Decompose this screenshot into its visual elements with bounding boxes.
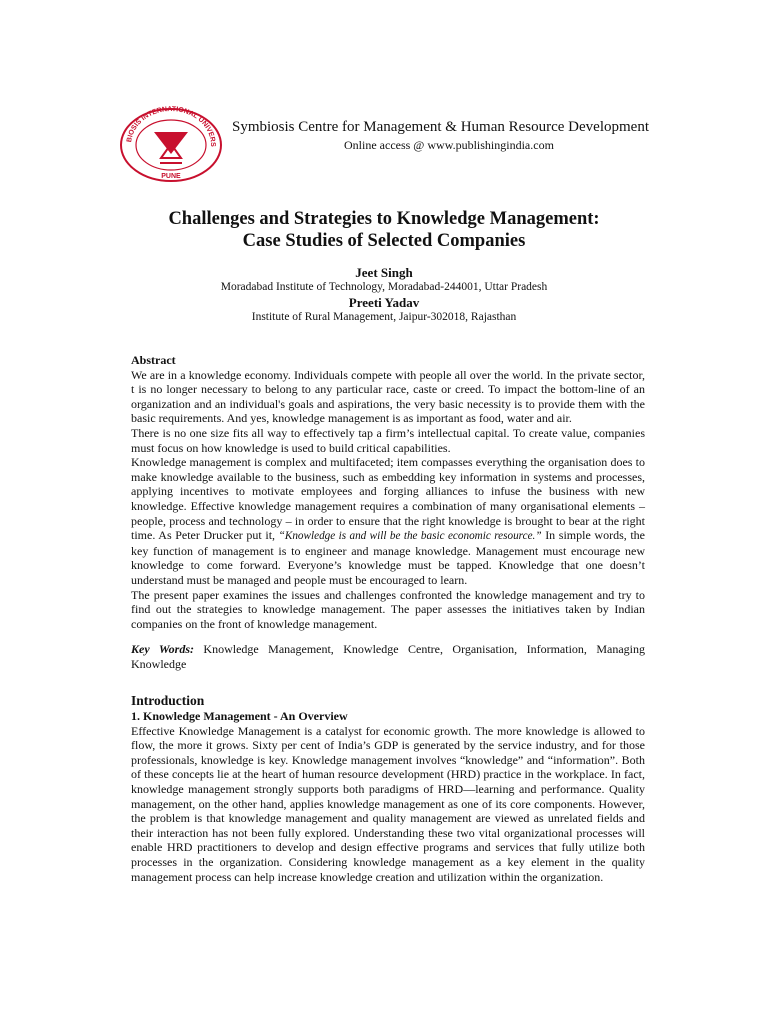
journal-header: [232, 118, 692, 153]
title-block: [0, 208, 768, 325]
section-title: 1. Knowledge Management - An Overview: [131, 709, 348, 724]
svg-text:SYMBIOSIS INTERNATIONAL UNIVER: BIOSIS INTERNATIONAL UNIVERS: [126, 106, 217, 147]
introduction-heading: Introduction: [131, 693, 205, 709]
author-name: Jeet Singh: [355, 265, 413, 280]
paper-title-line1: Challenges and Strategies to Knowledge Management:: [168, 209, 600, 229]
online-access: Online access @ www.publishingindia.com: [344, 138, 554, 152]
keywords-text: Knowledge Management, Knowledge Centre, Organisation, Information, Managing Knowledge: [131, 642, 645, 671]
paper-title-line2: Case Studies of Selected Companies: [242, 231, 526, 251]
abstract-text: In simple words, the key function of management is to engineer and manage knowledge. Management must encourage new knowledge to come forward. Everyone’s knowledge must be tapped. Knowledge that one doesn’t understand must be managed and people must be encouraged to learn.: [131, 528, 646, 587]
abstract-heading: Abstract: [131, 353, 176, 367]
paper-body: [131, 353, 645, 884]
abstract-text: Knowledge management is complex and multifaceted; item compasses everything the organisation does to make knowledge available to the business, such as embedding key information in systems and processes, applying incentives to motivate employees and forging alliances to infuse the business with new knowledge. Effective knowledge management requires a combination of many organisational elements – people, process and technology – in order to ensure that the right knowledge is brought to bear at the right time. As Peter Drucker put it,: [131, 455, 645, 543]
svg-text:PUNE: PUNE: [161, 173, 181, 180]
abstract-paragraph: We are in a knowledge economy. Individuals compete with people all over the world. In the private sector, t is no longer necessary to belong to any particular race, caste or creed. To impact the bottom-line of an organization and an individual's goals and aspirations, the very basic necessity is to provide them with the basic requirements. And yes, knowledge management is as important as food, water and air.: [131, 367, 645, 426]
author-name: Preeti Yadav: [348, 295, 420, 310]
author-affiliation: Moradabad Institute of Technology, Moradabad-244001, Uttar Pradesh: [220, 281, 548, 293]
keywords: [131, 642, 645, 671]
introduction-paragraph: Effective Knowledge Management is a catalyst for economic growth. The more knowledge is allowed to flow, the more it grows. Sixty per cent of India’s GDP is generated by the service industry, and for those professionals, knowledge is key. Knowledge management involves “knowledge” and “information”. Both of these concepts lie at the heart of human resource development (HRD) practice in the workplace. In fact, knowledge management strongly supports both paradigms of HRD—learning and performance. Quality management, on the other hand, applies knowledge management as one of its core components. However, the problem is that knowledge management and quality management are viewed as unrelated fields and their interaction has not been fully explored. Understanding these two vital organizational processes will enable HRD practitioners to develop and design effective programs and services that fully utilize both processes in the organization. Considering knowledge management as a key element in the quality management process can help increase knowledge creation and utilization within the organization.: [131, 723, 645, 884]
university-logo: [116, 106, 226, 184]
abstract-paragraph: There is no one size fits all way to effectively tap a firm’s intellectual capital. To create value, companies must focus on how knowledge is used to build critical capabilities.: [131, 425, 645, 455]
keywords-label: Key Words:: [131, 642, 194, 657]
author-affiliation: Institute of Rural Management, Jaipur-302018, Rajasthan: [251, 311, 517, 323]
institution-name: Symbiosis Centre for Management & Human Resource Development: [232, 119, 649, 135]
abstract-paragraph: The present paper examines the issues and challenges confronted the knowledge management and try to find out the strategies to knowledge management. The paper assesses the initiatives taken by Indian companies on the front of knowledge management.: [131, 587, 645, 631]
abstract-paragraph: [131, 455, 645, 587]
drucker-quote: “Knowledge is and will be the basic economic resource.”: [278, 530, 542, 543]
